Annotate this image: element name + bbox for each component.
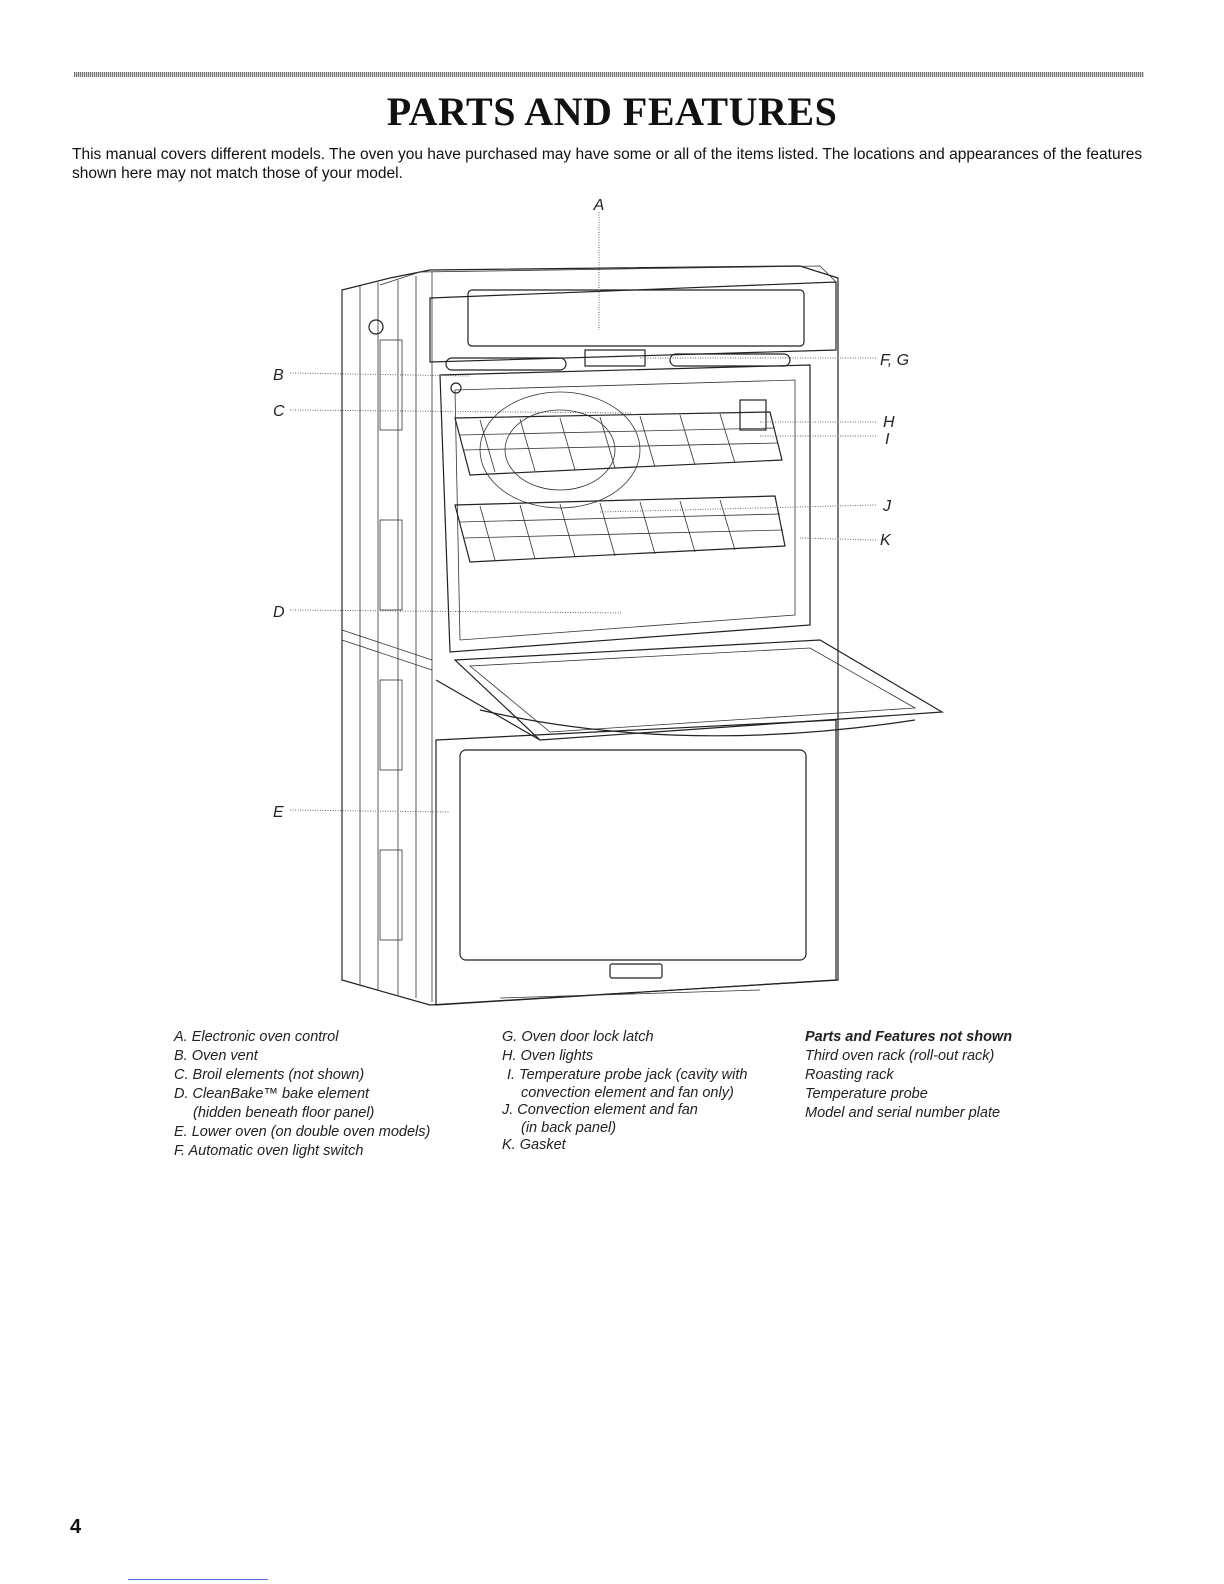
legend-item: (in back panel) [521,1120,617,1136]
callout-d: D [273,604,285,621]
legend-item: H. Oven lights [502,1048,594,1064]
upper-oven-door-open [436,640,942,740]
callout-fg: F, G [880,352,910,369]
not-shown-heading: Parts and Features not shown [805,1029,1013,1045]
intro-paragraph: This manual covers different models. The oven you have purchased may have some or all of the items listed. The locations and appearances of the features shown here may not match those of your model. [72,146,1143,182]
legend-item: A. Electronic oven control [174,1029,339,1045]
legend-item: J. Convection element and fan [502,1102,698,1118]
legend-item: B. Oven vent [174,1048,258,1064]
bottom-rule [128,1579,268,1580]
callout-k: K [880,532,891,549]
callout-c: C [273,403,285,420]
callout-a: A [593,197,605,214]
legend-item: Temperature probe [805,1086,928,1102]
legend-item: (hidden beneath floor panel) [193,1105,375,1121]
legend-item: K. Gasket [502,1137,566,1153]
legend-item: convection element and fan only) [521,1085,734,1101]
page-number: 4 [70,1516,82,1538]
legend-item: E. Lower oven (on double oven models) [174,1124,431,1140]
legend-item: F. Automatic oven light switch [174,1143,364,1159]
callout-e: E [273,804,284,821]
legend-item: Third oven rack (roll-out rack) [805,1048,995,1064]
legend-item: Roasting rack [805,1067,894,1083]
oven-rack-lower [455,496,785,562]
legend-item: C. Broil elements (not shown) [174,1067,365,1083]
callout-h: H [883,414,895,431]
legend-item: Model and serial number plate [805,1105,1001,1121]
legend-column-2 [502,1028,747,1155]
top-rule [74,72,1144,77]
lower-oven [436,720,836,1005]
oven-diagram [0,190,1224,1020]
oven-cabinet [342,266,838,1005]
upper-oven-cavity [440,365,810,652]
legend-item: I. Temperature probe jack (cavity with [507,1067,748,1083]
legend-column-1 [174,1028,430,1161]
legend-item: D. CleanBake™ bake element [174,1086,370,1102]
page-title: PARTS AND FEATURES [386,89,838,134]
legend-item: G. Oven door lock latch [502,1029,654,1045]
callout-j: J [883,498,891,515]
control-panel [369,266,836,362]
legend-column-3 [805,1028,1012,1123]
oven-rack-upper [455,412,782,475]
callout-b: B [273,367,284,384]
callout-i: I [885,431,890,448]
